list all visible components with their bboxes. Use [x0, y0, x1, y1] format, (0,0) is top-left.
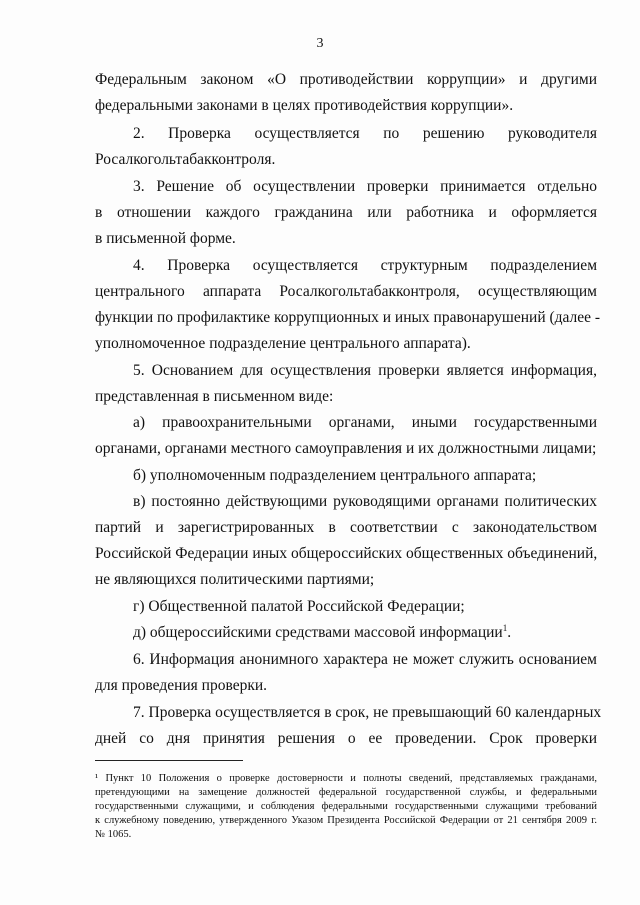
text-line: функции по профилактике коррупционных и иных правонарушений (далее - [95, 309, 601, 326]
text-line: Российской Федерации иных общероссийских общественных объединений, [95, 545, 598, 562]
text-line: центрального аппарата Росалкогольтабакконтроля, осуществляющим [95, 283, 597, 300]
text-line: уполномоченное подразделение центрального аппарата). [95, 335, 471, 352]
page-number: 3 [316, 36, 324, 51]
text-line: Росалкогольтабакконтроля. [95, 151, 276, 168]
footnote-line: государственными служащими, и соблюдения федеральными государственными служащими требований [95, 801, 597, 812]
text-line: г) Общественной палатой Российской Федерации; [133, 598, 465, 615]
text-line: партий и зарегистрированных в соответствии с законодательством [95, 519, 597, 536]
footnote-line: ¹ Пункт 10 Положения о проверке достоверности и полноты сведений, представляемых гражданами, [95, 773, 597, 784]
text-line: 7. Проверка осуществляется в срок, не превышающий 60 календарных [133, 704, 602, 721]
text-line: органами, органами местного самоуправления и их должностными лицами; [95, 440, 597, 457]
footnote-line: к служебному поведению, утвержденного Указом Президента Российской Федерации от 21 сентября 2009 г. [95, 815, 597, 826]
footnote-line: № 1065. [95, 829, 132, 840]
text-line: не являющихся политическими партиями; [95, 571, 375, 588]
text-line: федеральными законами в целях противодействия коррупции». [95, 97, 514, 114]
text-line: 6. Информация анонимного характера не может служить основанием [133, 651, 597, 668]
text-line: дней со дня принятия решения о ее проведении. Срок проверки [95, 730, 597, 747]
text-line: 3. Решение об осуществлении проверки принимается отдельно [133, 178, 597, 195]
text-line: 4. Проверка осуществляется структурным подразделением [133, 257, 597, 274]
text-line: представленная в письменном виде: [95, 388, 334, 405]
footnote-reference: 1 [502, 622, 508, 633]
text-line: 5. Основанием для осуществления проверки является информация, [133, 362, 597, 379]
text-line: в отношении каждого гражданина или работника и оформляется [95, 204, 597, 221]
text-line: для проведения проверки. [95, 677, 268, 694]
text-line: в) постоянно действующими руководящими органами политических [133, 493, 597, 510]
text-line: 2. Проверка осуществляется по решению руководителя [133, 125, 597, 142]
text-line: а) правоохранительными органами, иными государственными [133, 414, 597, 431]
text-line-with-footnote: д) общероссийскими средствами массовой информации$^1$. [133, 622, 512, 641]
text-line: в письменной форме. [95, 230, 236, 247]
footnote-divider [95, 760, 243, 761]
text-line: Федеральным законом «О противодействии коррупции» и другими [95, 71, 597, 88]
text-line: д) общероссийскими средствами массовой информации [133, 624, 503, 641]
text-line: б) уполномоченным подразделением центрального аппарата; [133, 467, 537, 484]
footnote-line: претендующими на замещение должностей федеральной государственной службы, и федеральными [95, 787, 597, 798]
